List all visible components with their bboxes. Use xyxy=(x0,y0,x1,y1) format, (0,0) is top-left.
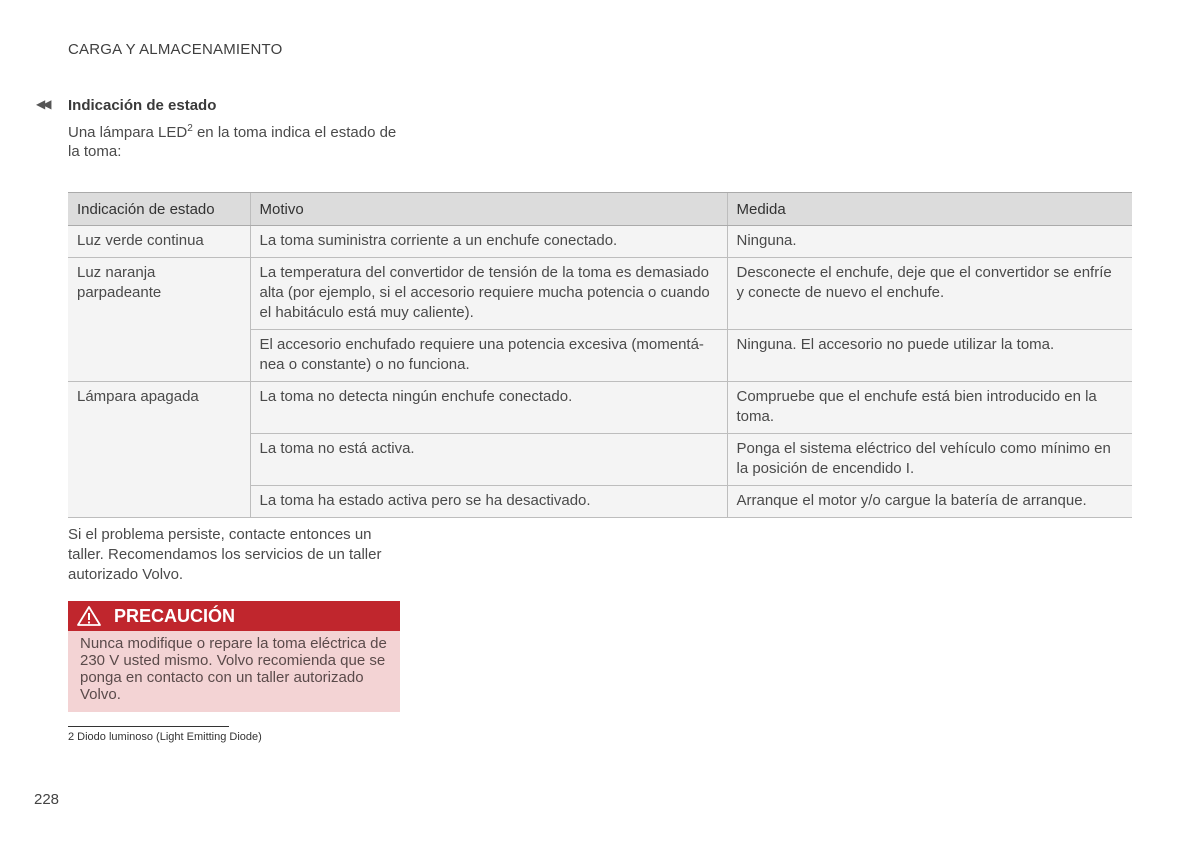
reason-cell: La toma ha estado activa pero se ha desactivado. xyxy=(250,486,727,518)
caution-header xyxy=(68,601,400,631)
continued-from-previous-icon: ◀◀ xyxy=(36,97,49,111)
action-cell: Desconecte el enchufe, deje que el convertidor se enfríe y conecte de nuevo el enchufe. xyxy=(727,258,1132,330)
action-cell: Ninguna. El accesorio no puede utilizar la toma. xyxy=(727,330,1132,382)
reason-cell: La toma no detecta ningún enchufe conectado. xyxy=(250,382,727,434)
action-cell: Ninguna. xyxy=(727,226,1132,258)
status-cell: Lámpara apagada xyxy=(68,382,250,518)
status-table xyxy=(68,192,1132,518)
section-title: Indicación de estado xyxy=(68,97,217,114)
page-number: 228 xyxy=(34,791,60,808)
footnote-divider xyxy=(68,726,229,727)
after-table-paragraph: Si el problema persiste, contacte entonces un taller. Recomendamos los servicios de un taller autorizado Volvo. xyxy=(68,526,382,583)
reason-cell: El accesorio enchufado requiere una potencia excesiva (momentá-nea o constante) o no funciona. xyxy=(250,330,727,382)
header-status: Indicación de estado xyxy=(68,193,250,226)
intro-text-after: en la toma indica el estado de la toma: xyxy=(68,124,397,160)
reason-cell: La temperatura del convertidor de tensión de la toma es demasiado alta (por ejemplo, si el accesorio requiere mucha potencia o cuando el habitáculo está muy caliente). xyxy=(250,258,727,330)
status-cell: Luz naranja parpadeante xyxy=(68,258,250,382)
table-row xyxy=(68,226,1132,258)
footnote-ref[interactable]: 2 xyxy=(187,123,193,134)
table-row xyxy=(68,258,1132,330)
action-cell: Arranque el motor y/o cargue la batería de arranque. xyxy=(727,486,1132,518)
footnote: 2 Diodo luminoso (Light Emitting Diode) xyxy=(68,731,262,743)
intro-text-before: Una lámpara LED xyxy=(68,124,188,141)
header-reason: Motivo xyxy=(250,193,727,226)
warning-triangle-icon xyxy=(76,605,102,627)
reason-cell: La toma no está activa. xyxy=(250,434,727,486)
chapter-title: CARGA Y ALMACENAMIENTO xyxy=(68,41,283,58)
header-action: Medida xyxy=(727,193,1132,226)
table-header-row xyxy=(68,193,1132,226)
intro-paragraph xyxy=(68,119,408,161)
action-cell: Ponga el sistema eléctrico del vehículo como mínimo en la posición de encendido I. xyxy=(727,434,1132,486)
status-cell: Luz verde continua xyxy=(68,226,250,258)
reason-cell: La toma suministra corriente a un enchufe conectado. xyxy=(250,226,727,258)
table-row xyxy=(68,382,1132,434)
caution-title: PRECAUCIÓN xyxy=(114,605,236,626)
caution-text: Nunca modifique o repare la toma eléctrica de 230 V usted mismo. Volvo recomienda que se ponga en contacto con un taller autorizado Volvo. xyxy=(68,631,400,712)
action-cell: Compruebe que el enchufe está bien introducido en la toma. xyxy=(727,382,1132,434)
caution-box xyxy=(68,601,400,712)
